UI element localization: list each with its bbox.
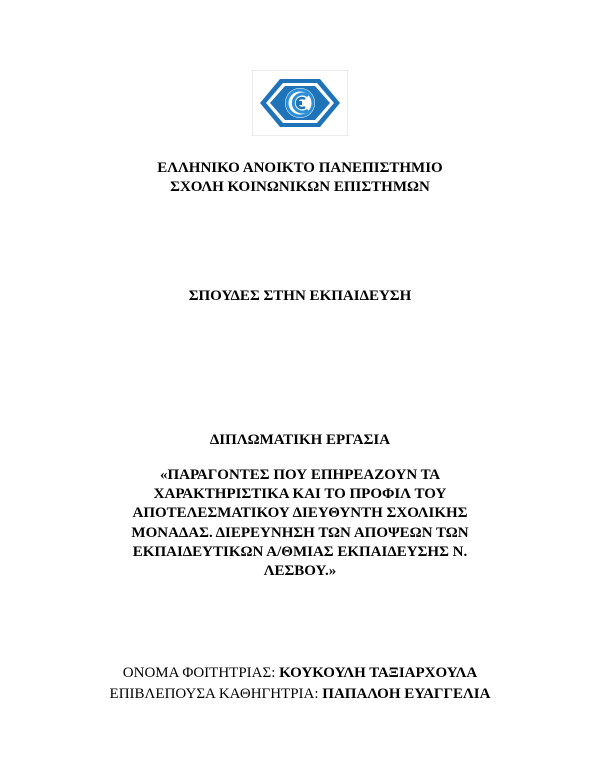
supervisor-label: ΕΠΙΒΛΕΠΟΥΣΑ ΚΑΘΗΓΗΤΡΙΑ: <box>109 686 323 702</box>
supervisor-name: ΠΑΠΑΛΟΗ ΕΥΑΓΓΕΛΙΑ <box>322 686 491 702</box>
program-name: ΣΠΟΥΔΕΣ ΣΤΗΝ ΕΚΠΑΙΔΕΥΣΗ <box>188 288 412 304</box>
supervisor-row <box>0 684 600 705</box>
thesis-title-line: ΧΑΡΑΚΤΗΡΙΣΤΙΚΑ ΚΑΙ ΤΟ ΠΡΟΦΙΛ ΤΟΥ <box>153 486 447 503</box>
thesis-title <box>0 466 600 581</box>
institution-header <box>0 159 600 197</box>
document-type: ΔΙΠΛΩΜΑΤΙΚΗ ΕΡΓΑΣΙΑ <box>209 432 391 448</box>
thesis-title-line: ΜΟΝΑΔΑΣ. ΔΙΕΡΕΥΝΗΣΗ ΤΩΝ ΑΠΟΨΕΩΝ ΤΩΝ <box>131 524 469 541</box>
university-name: ΕΛΛΗΝΙΚΟ ΑΝΟΙΚΤΟ ΠΑΝΕΠΙΣΤΗΜΙΟ <box>157 160 443 176</box>
student-row <box>0 663 600 684</box>
document-type-section <box>0 431 600 450</box>
author-info <box>0 663 600 705</box>
thesis-title-line: ΕΚΠΑΙΔΕΥΤΙΚΩΝ Α/ΘΜΙΑΣ ΕΚΠΑΙΔΕΥΣΗΣ Ν. <box>132 543 468 560</box>
university-emblem-icon <box>252 70 348 136</box>
thesis-title-line: «ΠΑΡΑΓΟΝΤΕΣ ΠΟΥ ΕΠΗΡΕΑΖΟΥΝ ΤΑ <box>159 467 441 483</box>
university-logo <box>252 70 348 136</box>
school-name: ΣΧΟΛΗ ΚΟΙΝΩΝΙΚΩΝ ΕΠΙΣΤΗΜΩΝ <box>170 179 430 195</box>
program-section <box>0 287 600 306</box>
student-name: ΚΟΥΚΟΥΛΗ ΤΑΞΙΑΡΧΟΥΛΑ <box>279 665 478 681</box>
thesis-title-line: ΑΠΟΤΕΛΕΣΜΑΤΙΚΟΥ ΔΙΕΥΘΥΝΤΗ ΣΧΟΛΙΚΗΣ <box>132 505 468 522</box>
thesis-title-line: ΛΕΣΒΟΥ.» <box>263 563 337 580</box>
student-label: ΟΝΟΜΑ ΦΟΙΤΗΤΡΙΑΣ: <box>122 665 280 681</box>
